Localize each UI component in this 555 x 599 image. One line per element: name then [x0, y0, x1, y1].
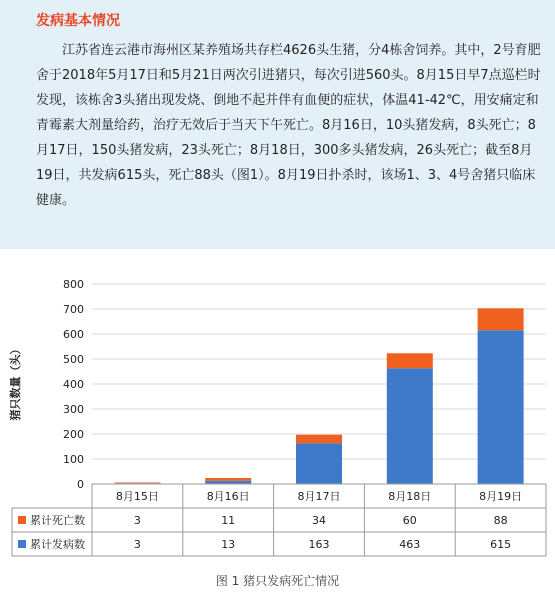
description-panel [0, 0, 555, 249]
data-label: 13 [221, 538, 236, 551]
data-label: 615 [490, 538, 512, 551]
x-tick-label: 8月15日 [115, 490, 159, 503]
bar-cumulative-onset [387, 368, 433, 484]
figure-caption: 图 1 猪只发病死亡情况 [215, 574, 340, 588]
legend-label: 累计死亡数 [30, 514, 85, 527]
y-tick-label: 300 [63, 403, 84, 416]
section-paragraph: 江苏省连云港市海州区某养殖场共存栏4626头生猪，分4栋舍饲养。其中，2号育肥舍于2018年5月17日和5月21日两次引进猪只，每次引进560头。8月15日早7点巡栏时发现，该栋舍3头猪出现发烧、倒地不起并伴有血便的症状，体温41-42℃，用安痛定和青霉素大剂量给药，治疗无效后于当天下午死亡。8月16日，10头猪发病，8头死亡；8月17日，150头猪发病，23头死亡；8月18日，300多头猪发病，26头死亡；截至8月19日，共发病615头，死亡88头（图1）。8月19日扑杀时，该场1、3、4号舍猪只临床健康。 [36, 43, 541, 208]
y-tick-label: 200 [63, 428, 84, 441]
y-tick-label: 100 [63, 453, 84, 466]
bar-cumulative-death [205, 478, 251, 481]
bars [114, 308, 523, 484]
legend-swatch [18, 540, 26, 548]
x-tick-label: 8月18日 [388, 490, 432, 503]
data-label: 3 [133, 538, 141, 551]
y-tick-label: 0 [77, 478, 84, 491]
data-label: 11 [221, 514, 236, 527]
stacked-bar-chart [0, 262, 555, 568]
data-label: 163 [308, 538, 330, 551]
data-label: 60 [402, 514, 417, 527]
legend-swatch [18, 516, 26, 524]
y-axis-ticks [63, 278, 84, 491]
bar-cumulative-death [387, 353, 433, 368]
y-tick-label: 700 [63, 303, 84, 316]
data-label: 463 [399, 538, 421, 551]
y-axis-label: 猪只数量（头） [9, 343, 22, 421]
x-tick-label: 8月19日 [479, 490, 523, 503]
x-tick-label: 8月16日 [206, 490, 250, 503]
bar-cumulative-death [478, 308, 524, 330]
bar-cumulative-onset [296, 443, 342, 484]
bar-cumulative-death [114, 483, 160, 484]
section-heading: 发病基本情况 [36, 13, 120, 29]
y-tick-label: 600 [63, 328, 84, 341]
y-tick-label: 800 [63, 278, 84, 291]
data-label: 88 [493, 514, 508, 527]
data-label: 3 [133, 514, 141, 527]
data-label: 34 [312, 514, 326, 527]
x-tick-label: 8月17日 [297, 490, 341, 503]
data-table [12, 484, 546, 556]
bar-cumulative-death [296, 435, 342, 444]
bar-cumulative-onset [478, 330, 524, 484]
legend-label: 累计发病数 [30, 538, 85, 551]
y-tick-label: 400 [63, 378, 84, 391]
y-tick-label: 500 [63, 353, 84, 366]
